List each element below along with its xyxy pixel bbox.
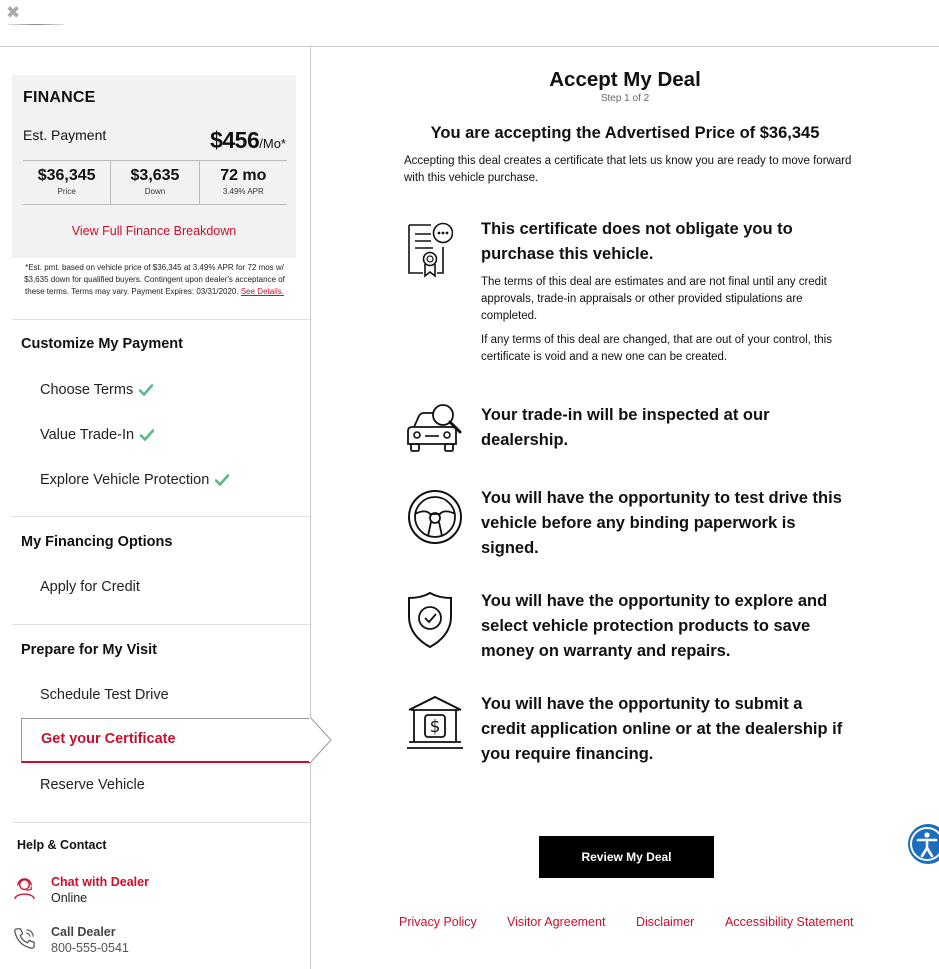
point-credit <box>404 692 854 772</box>
accessibility-statement-link[interactable]: Accessibility Statement <box>725 915 854 929</box>
check-icon <box>139 384 153 396</box>
finance-summary <box>12 75 296 258</box>
chat-title: Chat with Dealer <box>51 875 149 889</box>
nav-apply-credit[interactable] <box>40 579 140 595</box>
est-payment-suffix: /Mo* <box>259 136 286 151</box>
point-text <box>481 486 851 561</box>
accessibility-widget[interactable] <box>908 824 939 864</box>
certificate-icon <box>407 221 453 279</box>
point-text <box>481 403 851 453</box>
chat-status: Online <box>51 891 88 905</box>
stat-value: $36,345 <box>37 167 96 184</box>
divider <box>12 822 310 823</box>
nav-label: Explore Vehicle Protection <box>40 472 210 488</box>
nav-explore-protection[interactable] <box>40 472 229 488</box>
financing-heading: My Financing Options <box>21 534 173 550</box>
point-title: You will have the opportunity to explore and select vehicle protection products to save money on warranty and repairs. <box>481 592 828 660</box>
finance-disclaimer <box>14 262 295 298</box>
stat-label: 3.49% APR <box>222 187 264 196</box>
divider <box>12 319 310 320</box>
stat-value: $3,635 <box>130 167 180 184</box>
nav-label-active: Get your Certificate <box>41 731 176 747</box>
view-finance-breakdown-link[interactable]: View Full Finance Breakdown <box>71 224 237 238</box>
stat-down <box>111 161 199 204</box>
stat-term <box>200 161 287 204</box>
customize-heading: Customize My Payment <box>21 336 183 352</box>
finance-stats <box>23 160 287 205</box>
point-title: This certificate does not obligate you to purchase this vehicle. <box>481 220 793 263</box>
nav-label: Choose Terms <box>40 382 134 398</box>
divider <box>12 516 310 517</box>
stat-price <box>23 161 111 204</box>
point-title: You will have the opportunity to submit a credit application online or at the dealership if you require financing. <box>481 695 843 763</box>
est-payment-label: Est. Payment <box>23 127 107 143</box>
steering-wheel-icon <box>406 488 464 546</box>
point-text <box>481 589 851 664</box>
chat-with-dealer[interactable] <box>12 875 292 909</box>
privacy-policy-link[interactable]: Privacy Policy <box>399 915 477 929</box>
stat-label: Down <box>144 187 166 196</box>
advertised-price-heading: You are accepting the Advertised Price of $36,345 <box>430 124 820 142</box>
shield-check-icon <box>406 591 454 649</box>
prepare-heading: Prepare for My Visit <box>21 642 157 658</box>
point-title: Your trade-in will be inspected at our dealership. <box>481 406 770 449</box>
point-trade-in <box>404 403 854 463</box>
point-title: You will have the opportunity to test drive this vehicle before any binding paperwork is signed. <box>481 489 842 557</box>
check-icon <box>215 474 229 486</box>
point-text <box>481 217 851 366</box>
dealer-logo-line <box>8 24 64 25</box>
intro-text: Accepting this deal creates a certificate that lets us know you are ready to move forward with this vehicle purchase. <box>404 155 852 184</box>
nav-label: Apply for Credit <box>40 579 140 595</box>
stat-label: Price <box>57 187 76 196</box>
disclaimer-text: *Est. pmt. based on vehicle price of $36,345 at 3.49% APR for 72 mos w/ $3,635 down for qualified buyers. Contingent upon dealer's acceptance of these terms. Terms may vary. Payment Expires: 03/31/2020. <box>24 263 285 296</box>
point-test-drive <box>404 486 854 566</box>
main-content <box>311 47 939 969</box>
disclaimer-link[interactable]: Disclaimer <box>636 915 695 929</box>
nav-label: Schedule Test Drive <box>40 687 169 703</box>
point-certificate <box>404 217 854 367</box>
check-icon <box>140 429 154 441</box>
help-heading: Help & Contact <box>17 838 107 852</box>
call-dealer[interactable] <box>12 925 292 959</box>
visitor-agreement-link[interactable]: Visitor Agreement <box>507 915 606 929</box>
stat-value: 72 mo <box>220 167 267 184</box>
headset-icon <box>12 876 37 901</box>
call-title: Call Dealer <box>51 925 116 939</box>
review-my-deal-button[interactable]: Review My Deal <box>539 836 714 878</box>
nav-label: Value Trade-In <box>40 427 135 443</box>
point-body: The terms of this deal are estimates and are not final until any credit approvals, trade-in appraisals or other provided stipulations are completed. <box>481 276 827 322</box>
point-body: If any terms of this deal are changed, that are out of your control, this certificate is void and a new one can be created. <box>481 334 832 363</box>
see-details-link[interactable]: See Details. <box>240 287 284 296</box>
est-payment-amount <box>210 127 286 154</box>
car-inspect-icon <box>406 403 464 455</box>
close-icon[interactable]: ✖ <box>6 3 21 22</box>
call-number[interactable]: 800-555-0541 <box>51 941 129 955</box>
step-indicator: Step 1 of 2 <box>600 93 650 104</box>
accessibility-icon <box>908 824 939 864</box>
nav-choose-terms[interactable] <box>40 382 153 398</box>
svg-text:$: $ <box>429 717 441 737</box>
nav-reserve-vehicle[interactable] <box>40 777 145 793</box>
point-text <box>481 692 851 767</box>
nav-label: Reserve Vehicle <box>40 777 145 793</box>
nav-value-trade-in[interactable] <box>40 427 154 443</box>
point-protection <box>404 589 854 669</box>
page-title: Accept My Deal <box>549 68 701 91</box>
est-payment-value: $456 <box>210 127 260 153</box>
divider <box>12 624 310 625</box>
phone-icon <box>12 926 37 951</box>
nav-get-certificate[interactable] <box>21 718 311 763</box>
top-bar <box>0 0 939 47</box>
bank-dollar-icon <box>406 695 464 751</box>
sidebar <box>0 47 311 969</box>
finance-title: FINANCE <box>23 89 96 106</box>
nav-schedule-test-drive[interactable] <box>40 687 169 703</box>
